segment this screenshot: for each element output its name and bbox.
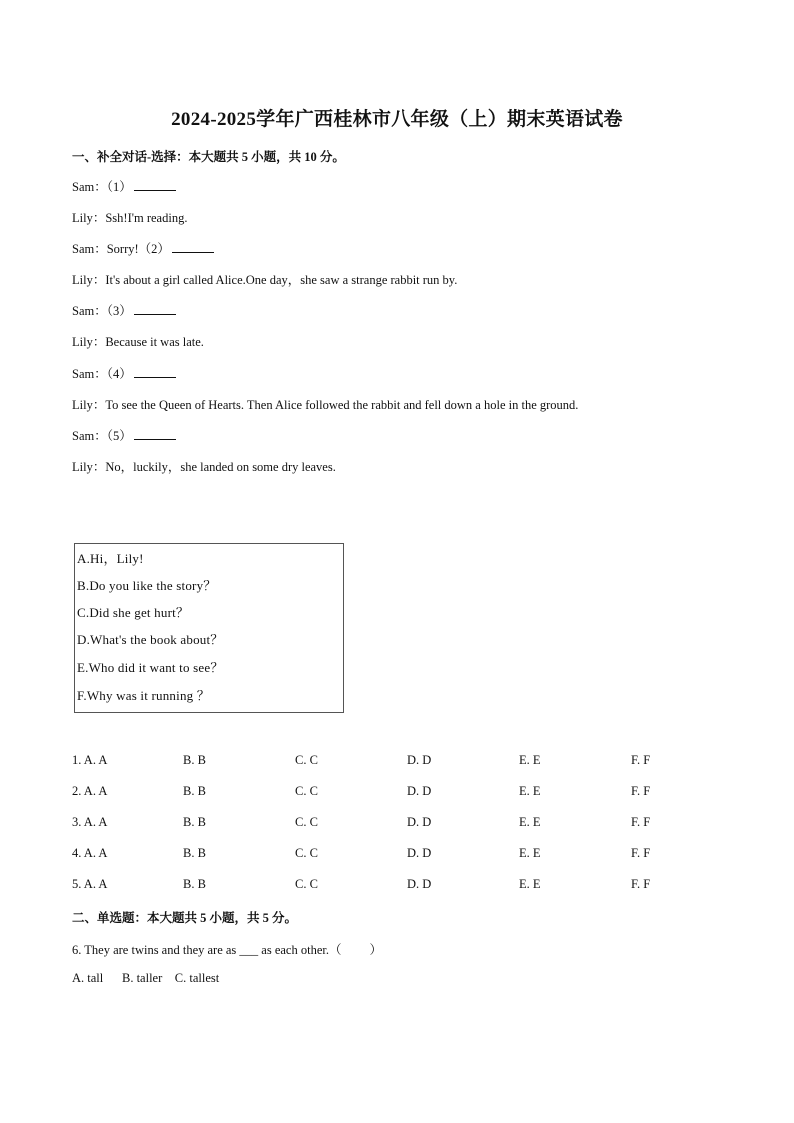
choice-a[interactable]: 5. A. A	[72, 877, 108, 891]
options-box	[74, 543, 344, 713]
dialogue-line	[72, 364, 176, 382]
choice-d[interactable]: D. D	[407, 846, 432, 860]
choice-d[interactable]: D. D	[407, 877, 432, 891]
choice-c[interactable]: C. C	[295, 815, 318, 829]
choice-b[interactable]: B. B	[183, 846, 206, 860]
answer-blank[interactable]	[134, 366, 176, 378]
choice-c[interactable]: C. C	[295, 753, 318, 767]
page-title: 2024-2025学年广西桂林市八年级（上）期末英语试卷	[171, 109, 623, 130]
choice-c[interactable]: C. C	[295, 877, 318, 891]
section-1-heading: 一、补全对话-选择：本大题共 5 小题，共 10 分。	[72, 150, 345, 164]
choice-a[interactable]: 1. A. A	[72, 753, 108, 767]
choice-f[interactable]: F. F	[631, 784, 651, 798]
choice-b[interactable]: B. B	[183, 784, 206, 798]
dialogue-line	[72, 208, 187, 226]
line-text: To see the Queen of Hearts. Then Alice followed the rabbit and fell down a hole in the ground.	[105, 398, 579, 412]
dialogue-line	[72, 301, 176, 319]
choice-f[interactable]: F. F	[631, 815, 651, 829]
choice-c[interactable]: C. C	[295, 846, 318, 860]
choice-a[interactable]: 2. A. A	[72, 784, 108, 798]
answer-blank[interactable]	[134, 179, 176, 191]
choice-f[interactable]: F. F	[631, 846, 651, 860]
dialogue-line	[72, 457, 336, 475]
question-row	[72, 877, 672, 895]
choice-f[interactable]: F. F	[631, 753, 651, 767]
dialogue-line	[72, 426, 176, 444]
speaker: Lily：	[72, 273, 106, 287]
speaker: Sam：	[72, 429, 107, 443]
line-text: （4）	[106, 367, 132, 381]
line-text: Ssh!I'm reading.	[105, 211, 188, 225]
option-a: A.Hi，Lily!	[77, 551, 144, 566]
question-row	[72, 784, 672, 802]
question-row	[72, 753, 672, 771]
option-b: B.Do you like the story？	[77, 578, 217, 593]
line-text: （1）	[106, 180, 132, 194]
option-f: F.Why was it running ？	[77, 688, 210, 703]
question-6-choices[interactable]: A. tall B. taller C. tallest	[72, 971, 220, 985]
choice-e[interactable]: E. E	[519, 846, 541, 860]
dialogue-line	[72, 177, 176, 195]
choice-b[interactable]: B. B	[183, 877, 206, 891]
option-d: D.What's the book about？	[77, 632, 224, 647]
choice-e[interactable]: E. E	[519, 877, 541, 891]
speaker: Lily：	[72, 398, 106, 412]
question-6-stem	[72, 940, 382, 958]
dialogue-line	[72, 332, 204, 350]
speaker: Lily：	[72, 335, 106, 349]
choice-b[interactable]: B. B	[183, 753, 206, 767]
choice-e[interactable]: E. E	[519, 753, 541, 767]
choice-d[interactable]: D. D	[407, 815, 432, 829]
dialogue-line	[72, 395, 578, 413]
line-text: Because it was late.	[105, 335, 204, 349]
line-text: Sorry!（2）	[106, 242, 170, 256]
speaker: Sam：	[72, 180, 107, 194]
choice-d[interactable]: D. D	[407, 753, 432, 767]
line-text: No，luckily，she landed on some dry leaves.	[105, 460, 336, 474]
answer-blank[interactable]	[134, 428, 176, 440]
question-row	[72, 815, 672, 833]
speaker: Lily：	[72, 211, 106, 225]
line-text: （5）	[106, 429, 132, 443]
option-e: E.Who did it want to see？	[77, 660, 224, 675]
speaker: Sam：	[72, 242, 107, 256]
choice-a[interactable]: 3. A. A	[72, 815, 108, 829]
speaker: Sam：	[72, 304, 107, 318]
choice-d[interactable]: D. D	[407, 784, 432, 798]
speaker: Sam：	[72, 367, 107, 381]
speaker: Lily：	[72, 460, 106, 474]
choice-a[interactable]: 4. A. A	[72, 846, 108, 860]
choice-b[interactable]: B. B	[183, 815, 206, 829]
dialogue-line	[72, 239, 214, 257]
choice-c[interactable]: C. C	[295, 784, 318, 798]
line-text: It's about a girl called Alice.One day，she saw a strange rabbit run by.	[105, 273, 458, 287]
choice-e[interactable]: E. E	[519, 815, 541, 829]
option-c: C.Did she get hurt？	[77, 605, 190, 620]
section-2-heading: 二、单选题：本大题共 5 小题，共 5 分。	[72, 911, 298, 925]
dialogue-line	[72, 270, 457, 288]
question-row	[72, 846, 672, 864]
question-6-text: 6. They are twins and they are as ___ as each other.（	[72, 943, 342, 957]
close-paren: ）	[369, 943, 382, 957]
line-text: （3）	[106, 304, 132, 318]
choice-f[interactable]: F. F	[631, 877, 651, 891]
choice-e[interactable]: E. E	[519, 784, 541, 798]
answer-blank[interactable]	[172, 241, 214, 253]
answer-blank[interactable]	[134, 303, 176, 315]
